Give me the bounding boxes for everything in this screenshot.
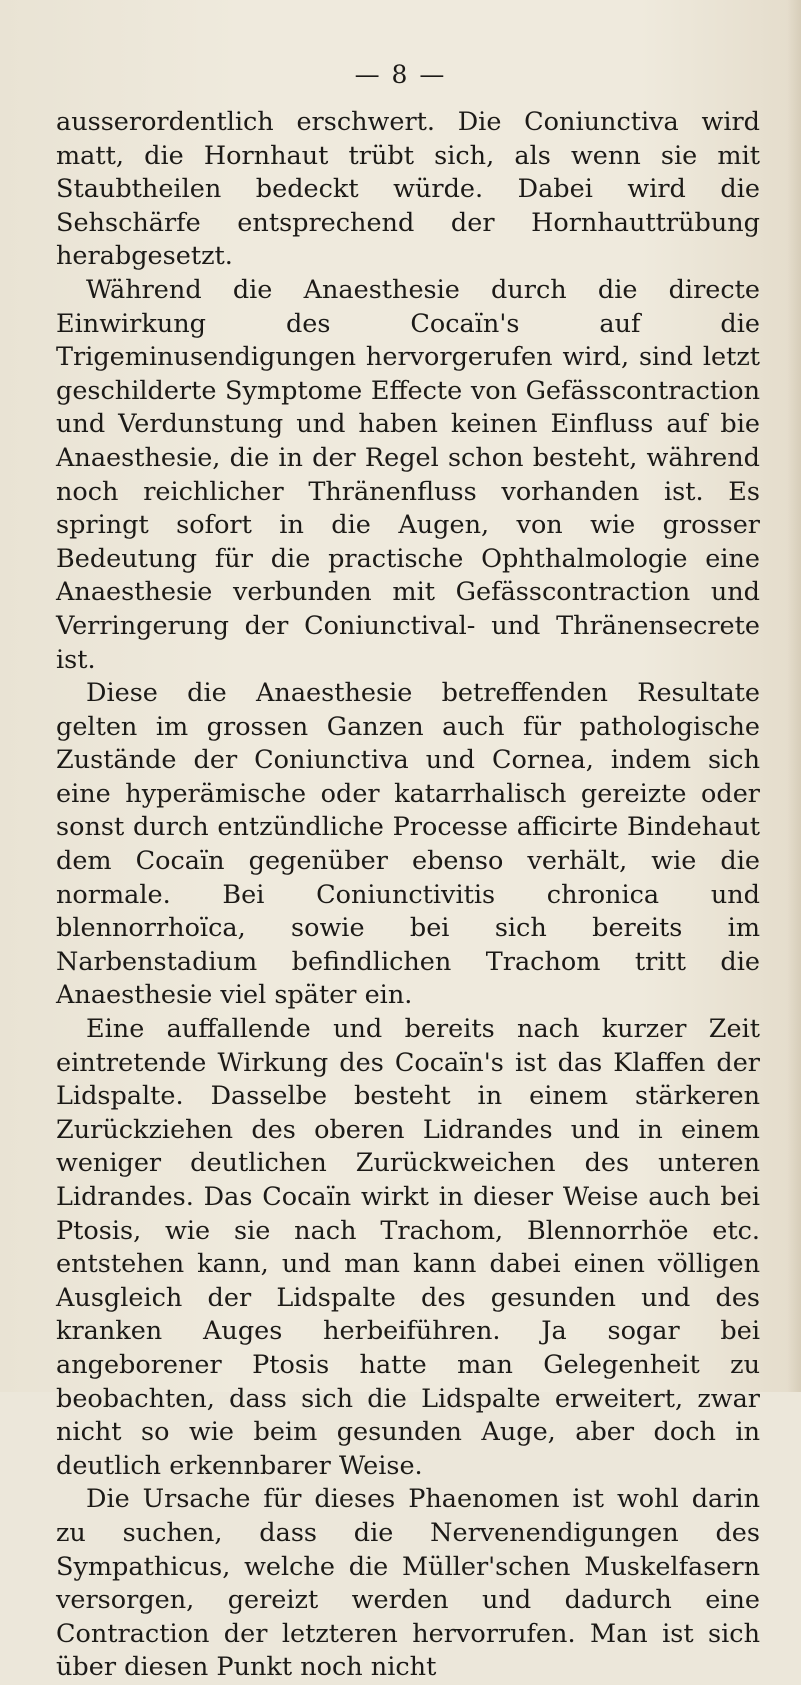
paragraph-2: Während die Anaesthesie durch die directe Einwirkung des Cocaïn's auf die Trigeminusendigungen hervorgerufen wird, sind letzt geschilderte Symptome Effecte von Gefässcontraction und Verdunstung und haben keinen Einfluss auf bie Anaesthesie, die in der Regel schon besteht, während noch reichlicher Thränenfluss vorhanden ist. Es springt sofort in die Augen, von wie grosser Bedeutung für die practische Ophthalmologie eine Anaesthesie verbunden mit Gefässcontraction und Verringerung der Coniunctival- und Thränensecrete ist. [56, 274, 760, 675]
body-text [56, 106, 760, 1685]
paragraph-3: Diese die Anaesthesie betreffenden Resultate gelten im grossen Ganzen auch für pathologische Zustände der Coniunctiva und Cornea, indem sich eine hyperämische oder katarrhalisch gereizte oder sonst durch entzündliche Processe afficirte Bindehaut dem Cocaïn gegenüber ebenso verhält, wie die normale. Bei Coniunctivitis chronica und blennorrhoïca, sowie bei sich bereits im Narbenstadium befindlichen Trachom tritt die Anaesthesie viel später ein. [56, 678, 760, 1011]
paragraph-1: ausserordentlich erschwert. Die Coniunctiva wird matt, die Hornhaut trübt sich, als wenn sie mit Staubtheilen bedeckt würde. Dabei wird die Sehschärfe entsprechend der Hornhauttrübung herabgesetzt. [56, 107, 760, 272]
page-number: — 8 — [354, 60, 447, 89]
paragraph-5: Die Ursache für dieses Phaenomen ist wohl darin zu suchen, dass die Nervenendigungen des Sympathicus, welche die Müller'schen Muskelfasern versorgen, gereizt werden und dadurch eine Contraction der letzteren hervorrufen. Man ist sich über diesen Punkt noch nicht [56, 1484, 760, 1683]
paragraph-4: Eine auffallende und bereits nach kurzer Zeit eintretende Wirkung des Cocaïn's ist das Klaffen der Lidspalte. Dasselbe besteht in einem stärkeren Zurückziehen des oberen Lidrandes und in einem weniger deutlichen Zurückweichen des unteren Lidrandes. Das Cocaïn wirkt in dieser Weise auch bei Ptosis, wie sie nach Trachom, Blennorrhöe etc. entstehen kann, und man kann dabei einen völligen Ausgleich der Lidspalte des gesunden und des kranken Auges herbeiführen. Ja sogar bei angeborener Ptosis hatte man Gelegenheit zu beobachten, dass sich die Lidspalte erweitert, zwar nicht so wie beim gesunden Auge, aber doch in deutlich erkennbarer Weise. [56, 1014, 760, 1481]
page-edge-shadow [787, 0, 801, 1392]
